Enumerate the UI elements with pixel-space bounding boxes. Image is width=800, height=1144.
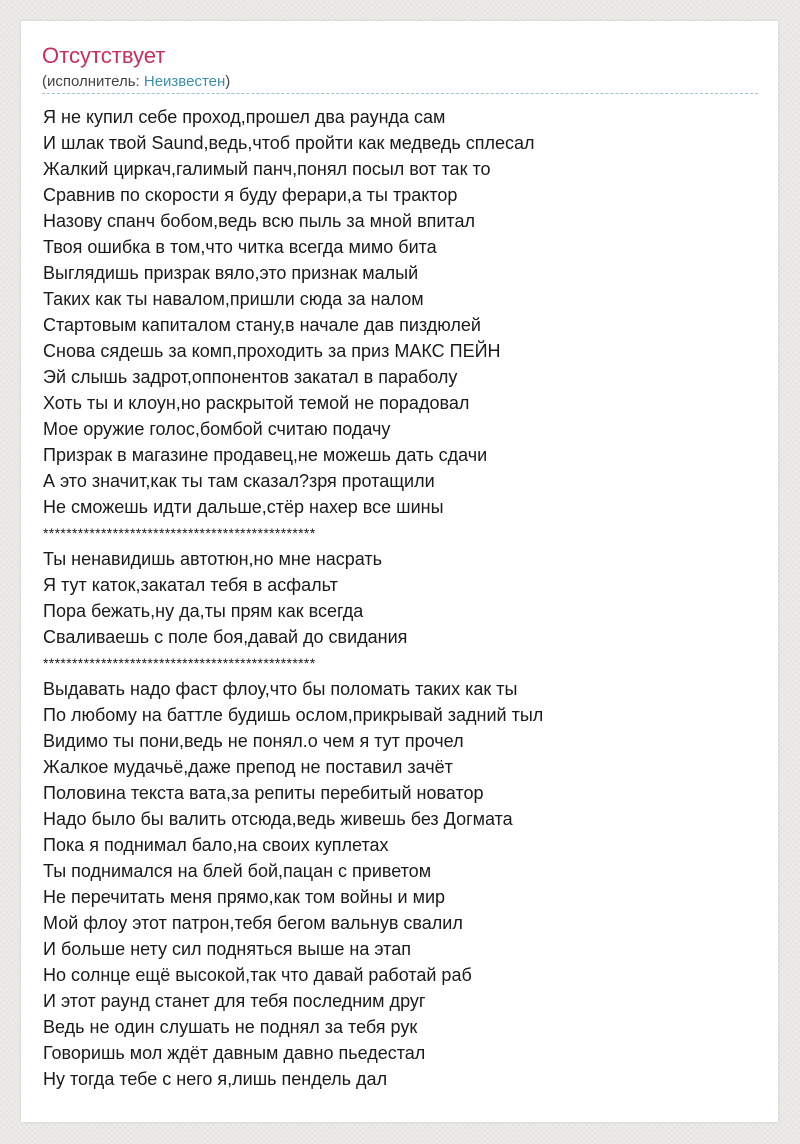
- lyrics-line: Ты ненавидишь автотюн,но мне насрать: [43, 549, 383, 569]
- lyrics-line: Говоришь мол ждёт давным давно пьедестал: [43, 1043, 426, 1063]
- lyrics-line: И этот раунд станет для тебя последним друг: [43, 991, 426, 1011]
- lyrics-line: Я не купил себе проход,прошел два раунда сам: [43, 107, 446, 127]
- lyrics-separator: ***********************************************: [43, 525, 316, 541]
- lyrics-line: Пора бежать,ну да,ты прям как всегда: [43, 601, 364, 621]
- lyrics-line: Не перечитать меня прямо,как том войны и мир: [43, 887, 446, 907]
- artist-link[interactable]: Неизвестен: [143, 73, 226, 90]
- artist-line: [42, 73, 758, 94]
- lyrics-line: И шлак твой Saund,ведь,чтоб пройти как медведь сплесал: [43, 133, 535, 153]
- lyrics-line: Не сможешь идти дальше,стёр нахер все шины: [43, 497, 444, 517]
- lyrics-line: Ты поднимался на блей бой,пацан с приветом: [43, 861, 432, 881]
- lyrics-line: По любому на баттле будишь ослом,прикрывай задний тыл: [43, 705, 544, 725]
- artist-suffix: ): [225, 73, 231, 90]
- lyrics-text: [43, 104, 763, 1092]
- lyrics-line: Сравнив по скорости я буду ферари,а ты трактор: [43, 185, 458, 205]
- lyrics-line: Но солнце ещё высокой,так что давай работай раб: [43, 965, 472, 985]
- lyrics-line: Пока я поднимал бало,на своих куплетах: [43, 835, 389, 855]
- lyrics-line: Видимо ты пони,ведь не понял.о чем я тут прочел: [43, 731, 464, 751]
- lyrics-line: Эй слышь задрот,оппонентов закатал в параболу: [43, 367, 458, 387]
- lyrics-card: [21, 21, 778, 1122]
- lyrics-separator: ***********************************************: [43, 655, 316, 671]
- lyrics-line: Ведь не один слушать не поднял за тебя рук: [43, 1017, 418, 1037]
- lyrics-line: Я тут каток,закатал тебя в асфальт: [43, 575, 338, 595]
- lyrics-line: Выдавать надо фаст флоу,что бы поломать таких как ты: [43, 679, 518, 699]
- lyrics-line: Жалкий циркач,галимый панч,понял посыл вот так то: [43, 159, 491, 179]
- lyrics-line: Твоя ошибка в том,что читка всегда мимо бита: [43, 237, 437, 257]
- lyrics-line: А это значит,как ты там сказал?зря протащили: [43, 471, 435, 491]
- lyrics-line: Хоть ты и клоун,но раскрытой темой не порадовал: [43, 393, 470, 413]
- lyrics-line: Мой флоу этот патрон,тебя бегом вальнув свалил: [43, 913, 463, 933]
- lyrics-line: Таких как ты навалом,пришли сюда за налом: [43, 289, 424, 309]
- lyrics-line: Надо было бы валить отсюда,ведь живешь без Догмата: [43, 809, 513, 829]
- lyrics-line: Снова сядешь за комп,проходить за приз МАКС ПЕЙН: [43, 341, 501, 361]
- artist-prefix: (исполнитель:: [42, 73, 144, 90]
- lyrics-line: Половина текста вата,за репиты перебитый новатор: [43, 783, 484, 803]
- lyrics-line: Выглядишь призрак вяло,это признак малый: [43, 263, 419, 283]
- lyrics-line: Призрак в магазине продавец,не можешь дать сдачи: [43, 445, 488, 465]
- song-title: Отсутствует: [42, 43, 166, 68]
- lyrics-line: Ну тогда тебе с него я,лишь пендель дал: [43, 1069, 388, 1089]
- lyrics-line: Сваливаешь с поле боя,давай до свидания: [43, 627, 408, 647]
- lyrics-line: Назову спанч бобом,ведь всю пыль за мной впитал: [43, 211, 475, 231]
- lyrics-line: И больше нету сил подняться выше на этап: [43, 939, 411, 959]
- lyrics-line: Стартовым капиталом стану,в начале дав пиздюлей: [43, 315, 481, 335]
- lyrics-line: Мое оружие голос,бомбой считаю подачу: [43, 419, 391, 439]
- lyrics-line: Жалкое мудачьё,даже препод не поставил зачёт: [43, 757, 453, 777]
